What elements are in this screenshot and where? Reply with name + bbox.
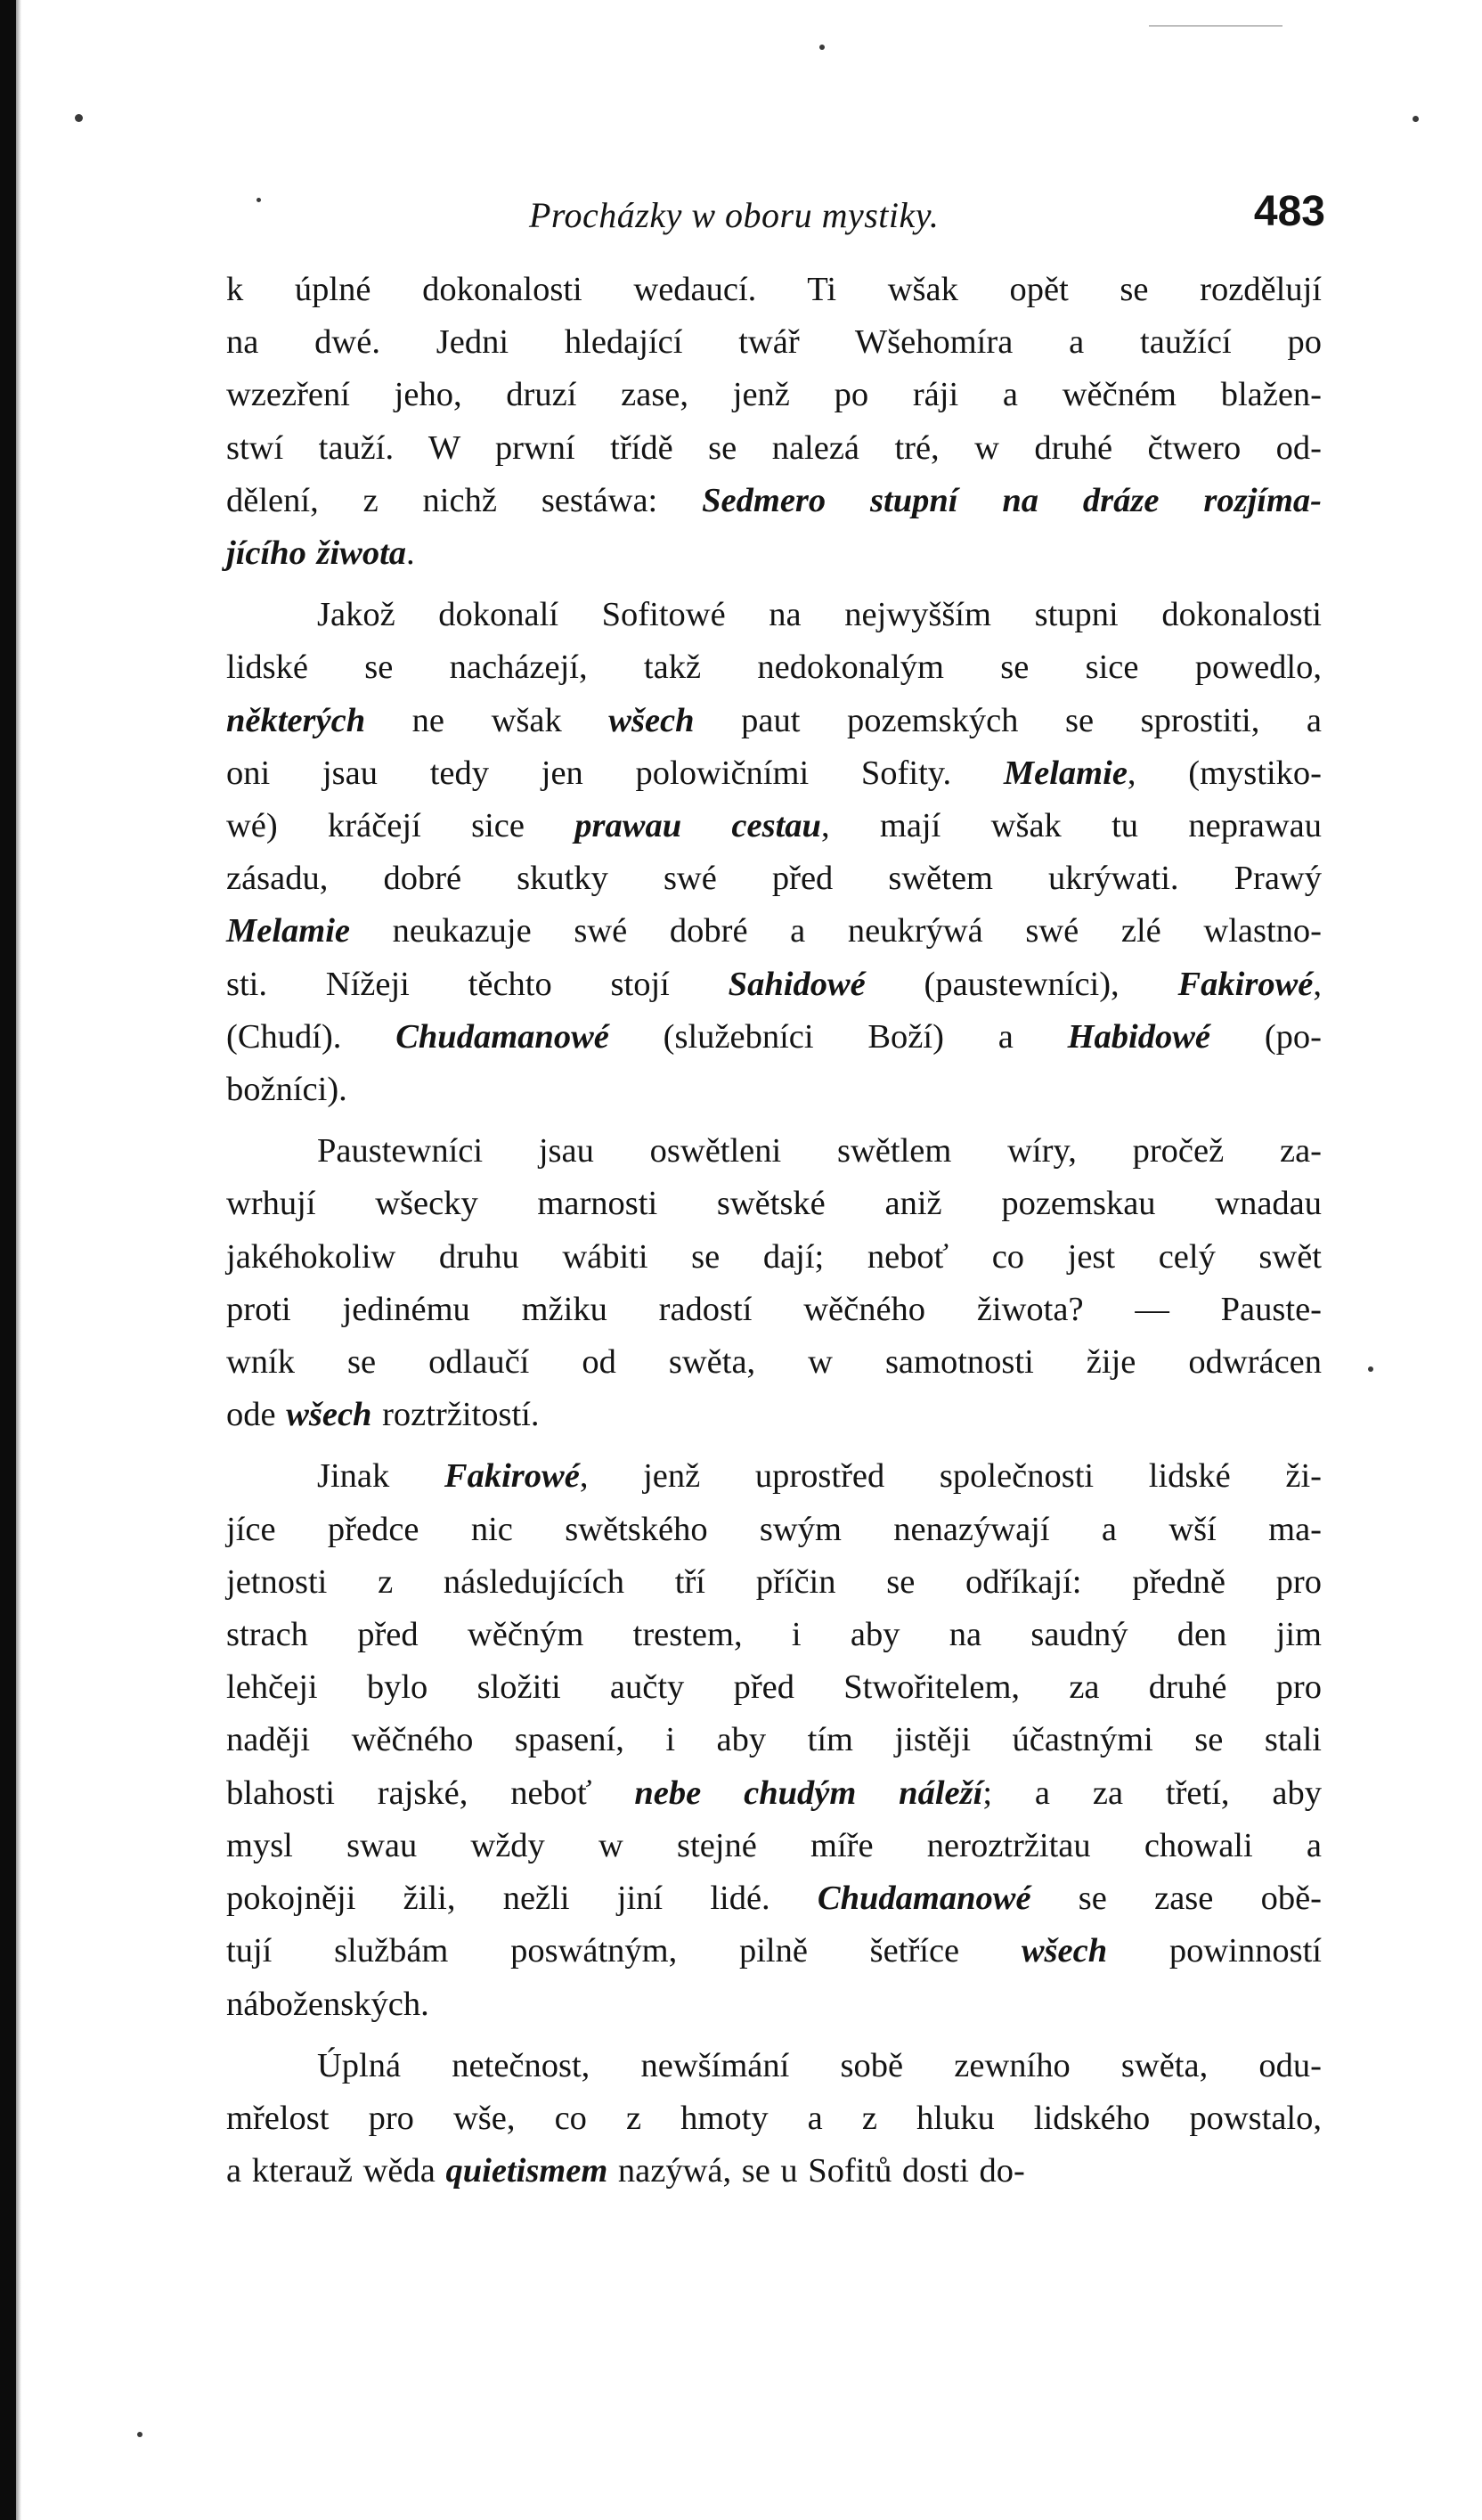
paragraph <box>226 2040 1322 2198</box>
text-line: wrhují wšecky marnosti swětské aniž pozemskau wnadau <box>226 1185 1322 1223</box>
text-line: tují službám poswátným, pilně šetříce wšech powinností <box>226 1932 1322 1970</box>
text-line: Jakož dokonalí Sofitowé na nejwyšším stupni dokonalosti <box>317 596 1322 634</box>
running-head <box>226 175 1325 264</box>
paragraph <box>226 1450 1322 2030</box>
text-line: božníci). <box>226 1071 347 1109</box>
text-line: strach před wěčným trestem, i aby na saudný den jim <box>226 1616 1322 1654</box>
text-line: pokojněji žili, nežli jiní lidé. Chudamanowé se zase obě- <box>226 1880 1322 1918</box>
body-text <box>226 264 1322 2198</box>
text-line: některých ne wšak wšech paut pozemských se sprostiti, a <box>226 701 1322 739</box>
italic-phrase: wšech <box>608 701 695 739</box>
text-line: ode wšech roztržitostí. <box>226 1396 540 1434</box>
text-line: jakéhokoliw druhu wábiti se dají; neboť co jest celý swět <box>226 1237 1322 1276</box>
scan-speck <box>819 45 825 50</box>
italic-phrase: Habidowé <box>1067 1017 1211 1056</box>
italic-phrase: Fakirowé <box>444 1457 580 1496</box>
italic-phrase: prawau cestau <box>574 807 821 845</box>
text-line: na dwé. Jedni hledající twář Wšehomíra a taužící po <box>226 323 1322 362</box>
page-number: 483 <box>1253 188 1325 235</box>
book-page <box>226 175 1325 2198</box>
italic-phrase: Melamie <box>1003 754 1128 792</box>
paragraph <box>226 1125 1322 1441</box>
scan-speck <box>1368 1366 1373 1372</box>
text-line: dělení, z nichž sestáwa: Sedmero stupní na dráze rozjíma- <box>226 481 1322 519</box>
italic-phrase: některých <box>226 701 366 739</box>
text-line: Paustewníci jsau oswětleni swětlem wíry, pročež za- <box>317 1132 1322 1170</box>
italic-phrase: wšech <box>1021 1932 1108 1970</box>
scan-binding-edge <box>0 0 16 2520</box>
running-title: Procházky w oboru mystiky. <box>529 195 940 235</box>
italic-phrase: Sedmero stupní na dráze rozjíma- <box>702 481 1322 519</box>
text-line: lidské se nacházejí, takž nedokonalým se sice powedlo, <box>226 648 1322 687</box>
italic-phrase: Melamie <box>226 912 350 950</box>
text-line: mysl swau wždy w stejné míře neroztržitau chowali a <box>226 1826 1322 1864</box>
text-line: k úplné dokonalosti wedaucí. Ti wšak opět se rozdělují <box>226 271 1322 308</box>
text-line: naději wěčného spasení, i aby tím jistěji účastnými se stali <box>226 1721 1322 1759</box>
italic-phrase: quietismem <box>445 2152 608 2190</box>
italic-phrase: Chudamanowé <box>395 1017 609 1056</box>
italic-phrase: Sahidowé <box>728 965 866 1003</box>
italic-phrase: jícího žiwota <box>226 534 407 573</box>
text-line: wník se odlaučí od swěta, w samotnosti žije odwrácen <box>226 1343 1322 1382</box>
scan-speck <box>1413 116 1419 122</box>
text-line: Jinak Fakirowé, jenž uprostřed společnosti lidské ži- <box>317 1457 1322 1496</box>
italic-phrase: Chudamanowé <box>817 1880 1031 1918</box>
text-line: jetnosti z následujících tří příčin se odříkají: předně pro <box>226 1562 1322 1601</box>
scan-artifact-rule <box>1149 25 1282 27</box>
text-line: wé) kráčejí sice prawau cestau, mají wšak tu neprawau <box>226 807 1323 845</box>
text-line: zásadu, dobré skutky swé před swětem ukrýwati. Prawý <box>226 860 1322 898</box>
text-line: jíce předce nic swětského swým nenazýwají a wší ma- <box>226 1510 1322 1548</box>
text-line: blahosti rajské, neboť nebe chudým náleží; a za třetí, aby <box>226 1774 1322 1812</box>
text-line: Úplná netečnost, newšímání sobě zewního swěta, odu- <box>317 2046 1322 2084</box>
text-line: sti. Nížeji těchto stojí Sahidowé (paustewníci), Fakirowé, <box>226 965 1322 1003</box>
text-line: lehčeji bylo složiti aučty před Stwořitelem, za druhé pro <box>226 1668 1322 1707</box>
paragraph <box>226 589 1322 1116</box>
text-line: mřelost pro wše, co z hmoty a z hluku lidského powstalo, <box>226 2099 1322 2137</box>
italic-phrase: wšech <box>286 1396 372 1434</box>
text-line: Melamie neukazuje swé dobré a neukrýwá swé zlé wlastno- <box>226 912 1322 950</box>
text-line: náboženských. <box>226 1985 429 2023</box>
text-line: oni jsau tedy jen polowičními Sofity. Melamie, (mystiko- <box>226 754 1322 792</box>
text-line: stwí tauží. W prwní třídě se nalezá tré, w druhé čtwero od- <box>226 428 1322 467</box>
text-line: a kterauž wěda quietismem nazýwá, se u Sofitů dosti do- <box>226 2152 1025 2190</box>
scan-speck <box>75 114 83 122</box>
paragraph <box>226 264 1322 580</box>
text-line: (Chudí). Chudamanowé (služebníci Boží) a Habidowé (po- <box>226 1017 1322 1056</box>
text-line: jícího žiwota. <box>226 534 415 573</box>
text-line: wzezření jeho, druzí zase, jenž po ráji a wěčném blažen- <box>226 376 1322 414</box>
scan-binding-shadow <box>16 0 21 2520</box>
text-line: proti jedinému mžiku radostí wěčného žiwota? — Pauste- <box>226 1290 1322 1328</box>
italic-phrase: Fakirowé <box>1177 965 1314 1003</box>
scan-speck <box>137 2432 142 2437</box>
italic-phrase: nebe chudým náleží <box>634 1774 983 1812</box>
